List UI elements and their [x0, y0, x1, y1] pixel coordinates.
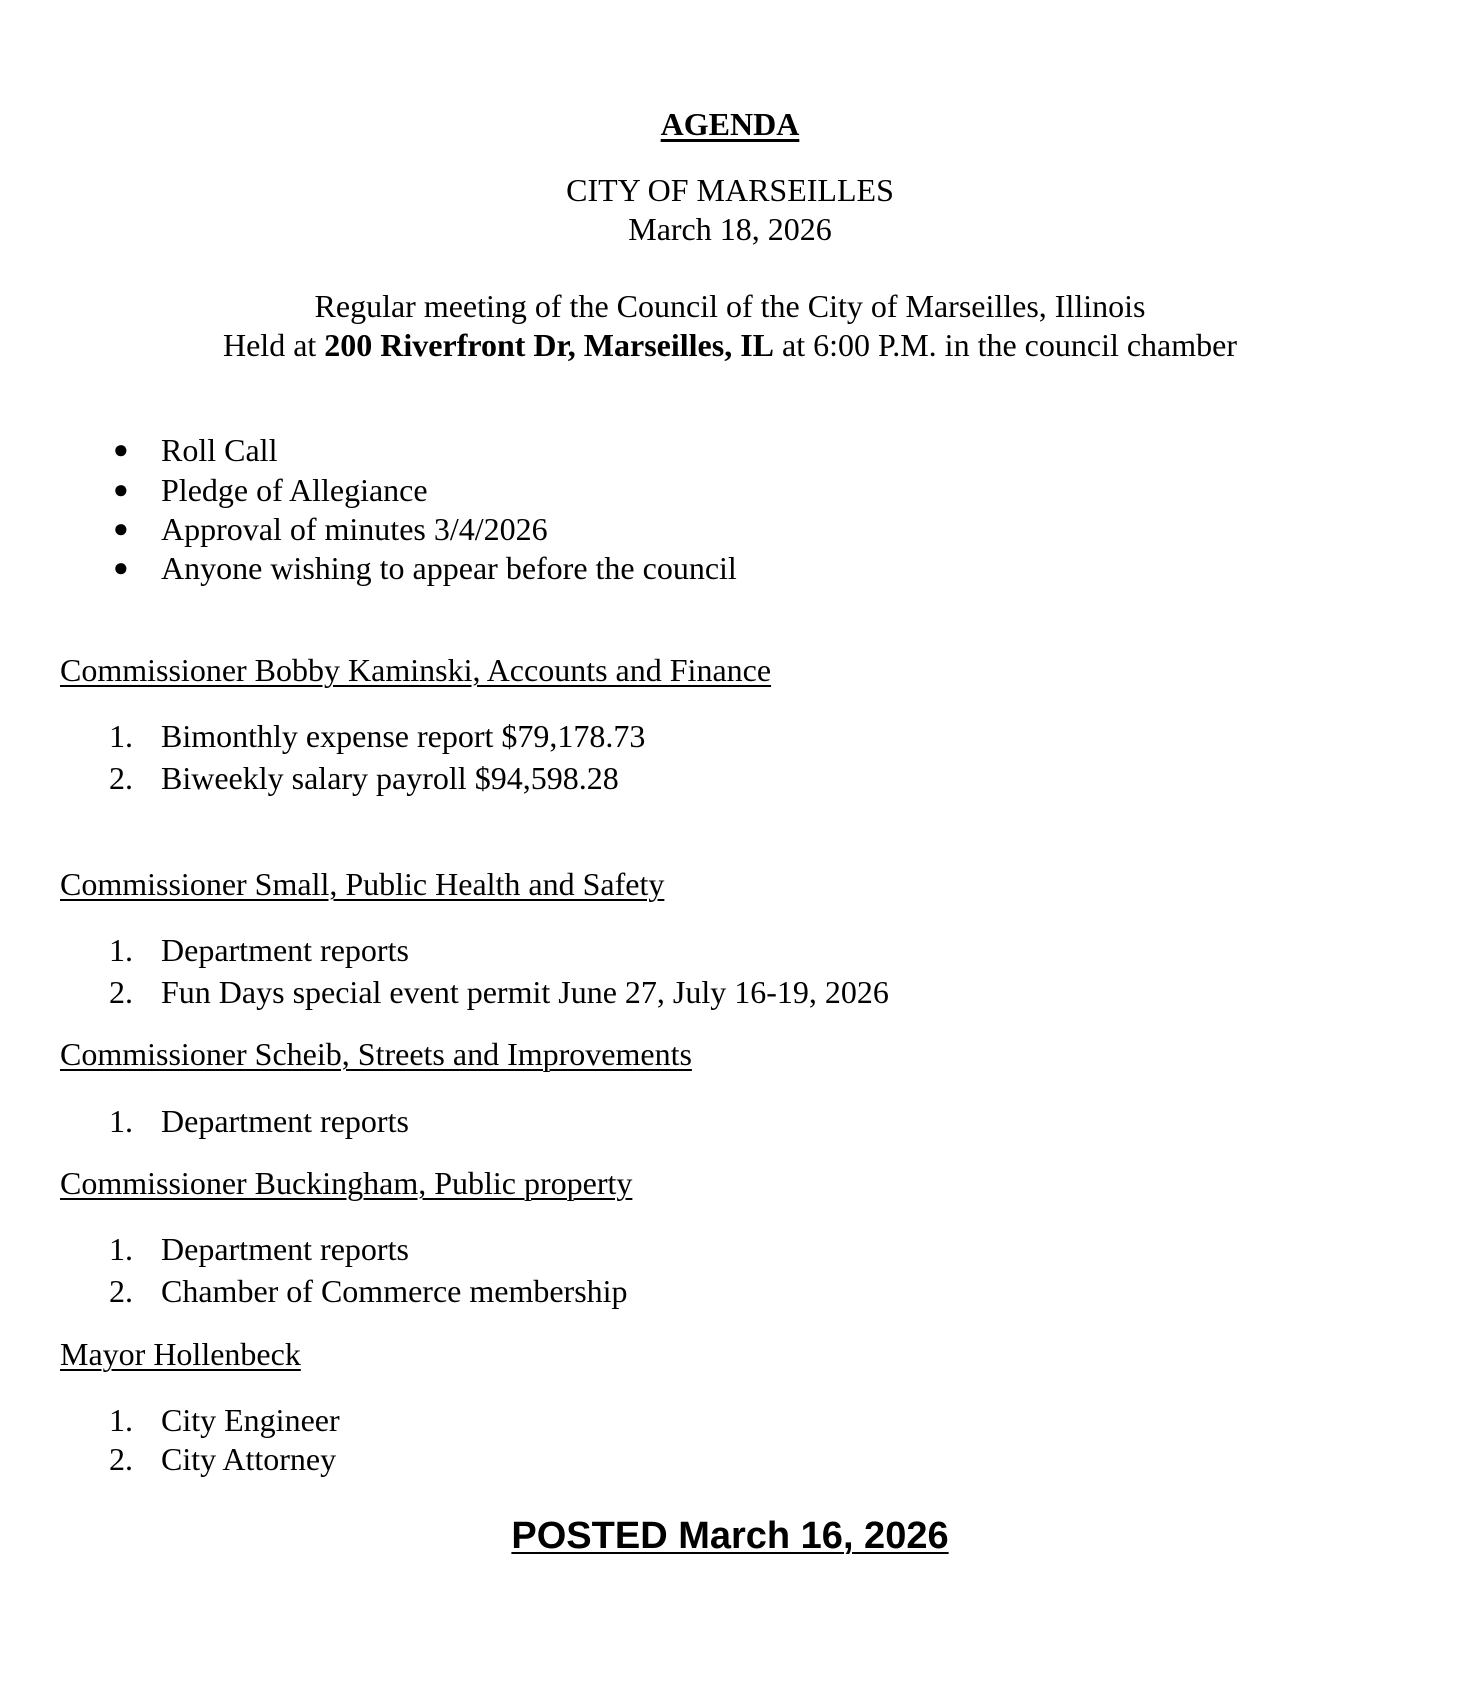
list-item — [0, 760, 1460, 796]
agenda-title: AGENDA — [660, 106, 800, 142]
list-item-text: Approval of minutes 3/4/2026 — [161, 511, 548, 547]
list-item-text: Department reports — [161, 1231, 409, 1267]
list-item — [0, 718, 1460, 754]
location-address: 200 Riverfront Dr, Marseilles, IL — [324, 327, 774, 363]
list-item — [0, 974, 1460, 1010]
location-suffix: at 6:00 P.M. in the council chamber — [773, 327, 1237, 363]
list-item — [0, 432, 1460, 468]
bullet-icon: ● — [113, 475, 129, 504]
list-item-text: Department reports — [161, 932, 409, 968]
list-item-text: Chamber of Commerce membership — [161, 1273, 628, 1309]
meeting-date: March 18, 2026 — [628, 211, 832, 247]
item-number: 1. — [109, 1402, 133, 1438]
section-heading: Mayor Hollenbeck — [60, 1336, 301, 1372]
list-item-text: Pledge of Allegiance — [161, 472, 428, 508]
list-item — [0, 1402, 1460, 1438]
meeting-location — [0, 329, 1460, 361]
list-item-text: Biweekly salary payroll $94,598.28 — [161, 760, 619, 796]
item-number: 1. — [109, 1103, 133, 1139]
list-item-text: Roll Call — [161, 432, 278, 468]
list-item-text: Department reports — [161, 1103, 409, 1139]
posted-date: POSTED March 16, 2026 — [511, 1515, 949, 1557]
item-number: 1. — [109, 932, 133, 968]
section-heading: Commissioner Bobby Kaminski, Accounts and Finance — [60, 652, 772, 688]
bullet-icon: ● — [113, 553, 129, 582]
bullet-icon: ● — [113, 514, 129, 543]
location-prefix: Held at — [222, 327, 325, 363]
item-number: 2. — [109, 1273, 133, 1309]
item-number: 2. — [109, 760, 133, 796]
list-item — [0, 550, 1460, 586]
section-heading: Commissioner Scheib, Streets and Improvements — [60, 1036, 692, 1072]
list-item — [0, 511, 1460, 547]
list-item — [0, 1441, 1460, 1477]
list-item-text: Bimonthly expense report $79,178.73 — [161, 718, 646, 754]
list-item — [0, 1273, 1460, 1309]
section-heading: Commissioner Buckingham, Public property — [60, 1165, 633, 1201]
list-item — [0, 1231, 1460, 1267]
list-item-text: Anyone wishing to appear before the council — [161, 550, 737, 586]
item-number: 2. — [109, 974, 133, 1010]
list-item — [0, 472, 1460, 508]
list-item — [0, 932, 1460, 968]
item-number: 1. — [109, 1231, 133, 1267]
list-item-text: Fun Days special event permit June 27, July 16-19, 2026 — [161, 974, 889, 1010]
city-name: CITY OF MARSEILLES — [566, 172, 894, 208]
meeting-description: Regular meeting of the Council of the City of Marseilles, Illinois — [314, 288, 1146, 324]
bullet-icon: ● — [113, 435, 129, 464]
list-item-text: City Attorney — [161, 1441, 337, 1477]
section-heading: Commissioner Small, Public Health and Safety — [60, 866, 665, 902]
list-item — [0, 1103, 1460, 1139]
list-item-text: City Engineer — [161, 1402, 340, 1438]
item-number: 2. — [109, 1441, 133, 1477]
item-number: 1. — [109, 718, 133, 754]
